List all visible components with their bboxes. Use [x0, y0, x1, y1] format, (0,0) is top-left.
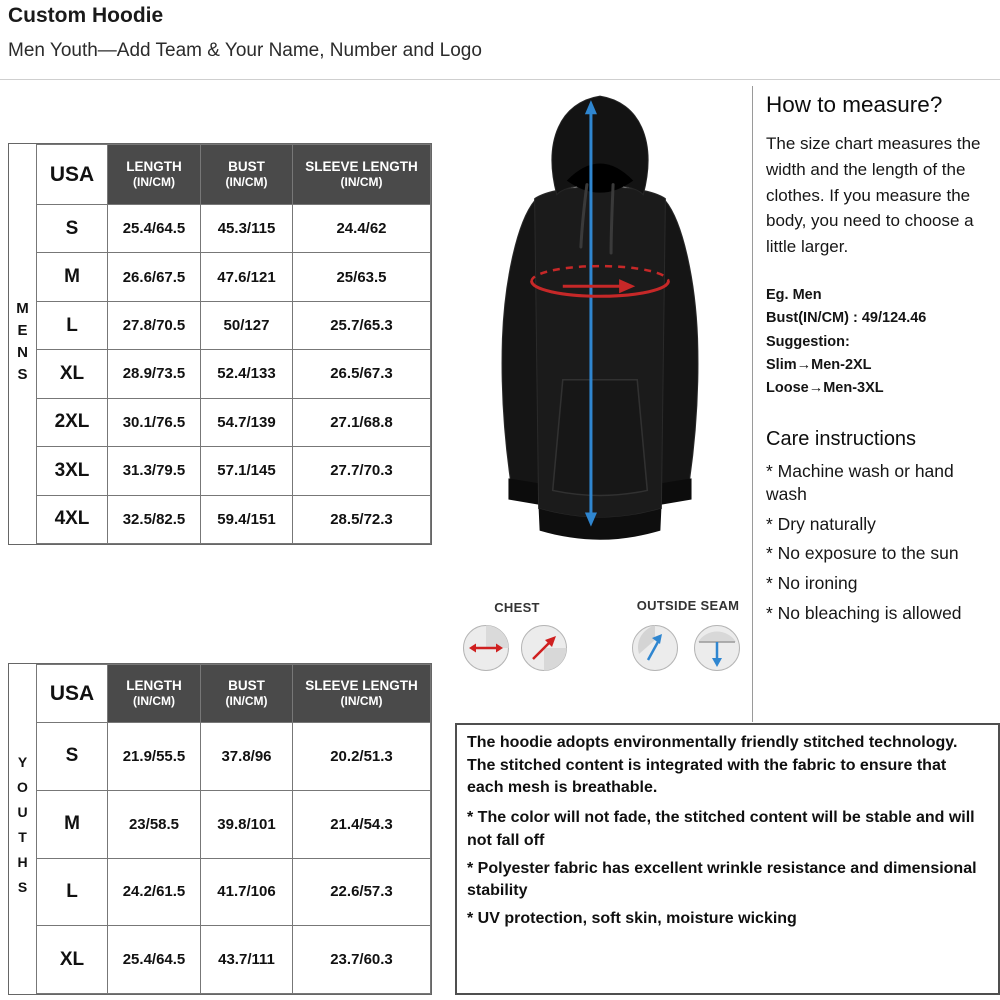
bust-cell: 57.1/145 — [201, 447, 293, 495]
youths-size-table — [8, 663, 432, 995]
size-cell: XL — [37, 926, 108, 994]
page-title: Custom Hoodie — [8, 4, 164, 27]
mens-length-header — [108, 145, 201, 205]
size-cell: M — [37, 253, 108, 301]
care-instructions-heading: Care instructions — [766, 428, 917, 451]
header-unit: (IN/CM) — [340, 694, 383, 709]
bust-cell: 41.7/106 — [201, 858, 293, 926]
table-row — [37, 447, 431, 495]
table-row — [37, 926, 431, 994]
hoodie-measure-diagram — [450, 82, 750, 587]
mens-bust-header — [201, 145, 293, 205]
size-cell: M — [37, 790, 108, 858]
size-cell: 2XL — [37, 398, 108, 446]
features-intro: The hoodie adopts environmentally friendly stitched technology. The stitched content is integrated with the fabric to ensure that each mesh is breathable. — [467, 734, 958, 797]
top-divider — [0, 79, 1000, 80]
hoodie-illustration — [502, 96, 698, 540]
care-item: * Machine wash or hand wash — [766, 461, 954, 504]
youths-size-grid — [36, 664, 431, 994]
seam-up-arrow-icon — [631, 624, 679, 672]
table-row — [37, 858, 431, 926]
measure-info-column — [766, 92, 994, 632]
outside-seam-label: OUTSIDE SEAM — [636, 598, 740, 613]
youths-sleeve-header — [293, 665, 431, 723]
header-label: BUST — [228, 158, 265, 174]
size-cell: 4XL — [37, 495, 108, 543]
table-row — [37, 253, 431, 301]
sleeve-cell: 21.4/54.3 — [293, 790, 431, 858]
seam-down-arrow-icon — [693, 624, 741, 672]
bust-cell: 47.6/121 — [201, 253, 293, 301]
care-item: * Dry naturally — [766, 513, 876, 534]
youths-bust-header — [201, 665, 293, 723]
page-subtitle: Men Youth—Add Team & Your Name, Number and Logo — [8, 40, 482, 61]
size-cell: S — [37, 205, 108, 253]
table-row — [37, 790, 431, 858]
sleeve-cell: 27.7/70.3 — [293, 447, 431, 495]
sleeve-cell: 27.1/68.8 — [293, 398, 431, 446]
mens-sleeve-header — [293, 145, 431, 205]
bust-cell: 52.4/133 — [201, 350, 293, 398]
header-unit: (IN/CM) — [340, 175, 383, 190]
bust-cell: 50/127 — [201, 301, 293, 349]
length-cell: 26.6/67.5 — [108, 253, 201, 301]
length-cell: 28.9/73.5 — [108, 350, 201, 398]
table-row — [37, 495, 431, 543]
youths-length-header — [108, 665, 201, 723]
bust-cell: 59.4/151 — [201, 495, 293, 543]
bust-cell: 45.3/115 — [201, 205, 293, 253]
bust-cell: 54.7/139 — [201, 398, 293, 446]
header-label: BUST — [228, 677, 265, 693]
example-line: Loose→Men-3XL — [766, 379, 884, 396]
feature-item: * Polyester fabric has excellent wrinkle resistance and dimensional stability — [467, 859, 977, 900]
example-line: Eg. Men — [766, 287, 822, 304]
example-line: Bust(IN/CM) : 49/124.46 — [766, 310, 927, 327]
care-instructions-list — [766, 460, 994, 625]
table-row — [37, 350, 431, 398]
chest-measure-icons — [462, 624, 568, 672]
header-unit: (IN/CM) — [225, 175, 268, 190]
sleeve-cell: 22.6/57.3 — [293, 858, 431, 926]
size-cell: 3XL — [37, 447, 108, 495]
mens-header-row — [37, 145, 431, 205]
bust-cell: 43.7/111 — [201, 926, 293, 994]
sleeve-cell: 20.2/51.3 — [293, 723, 431, 791]
care-item: * No exposure to the sun — [766, 543, 959, 564]
mens-usa-header: USA — [37, 145, 108, 205]
header-label: LENGTH — [126, 677, 182, 693]
sleeve-cell: 23.7/60.3 — [293, 926, 431, 994]
header-label: SLEEVE LENGTH — [305, 677, 418, 693]
length-cell: 30.1/76.5 — [108, 398, 201, 446]
how-to-measure-heading: How to measure? — [766, 92, 943, 117]
header-unit: (IN/CM) — [225, 694, 268, 709]
bust-cell: 37.8/96 — [201, 723, 293, 791]
seam-measure-icons — [631, 624, 741, 672]
mens-size-grid — [36, 144, 431, 544]
fabric-features-box — [455, 723, 1000, 995]
care-item: * No bleaching is allowed — [766, 602, 962, 623]
feature-item: * UV protection, soft skin, moisture wicking — [467, 910, 797, 928]
mens-size-table — [8, 143, 432, 545]
care-item: * No ironing — [766, 573, 858, 594]
length-cell: 23/58.5 — [108, 790, 201, 858]
length-cell: 31.3/79.5 — [108, 447, 201, 495]
header-label: SLEEVE LENGTH — [305, 158, 418, 174]
sleeve-cell: 24.4/62 — [293, 205, 431, 253]
length-cell: 25.4/64.5 — [108, 205, 201, 253]
sleeve-cell: 26.5/67.3 — [293, 350, 431, 398]
sleeve-cell: 28.5/72.3 — [293, 495, 431, 543]
chest-width-arrow-icon — [462, 624, 510, 672]
size-cell: XL — [37, 350, 108, 398]
size-cell: L — [37, 301, 108, 349]
chest-label: CHEST — [494, 600, 540, 615]
example-line: Suggestion: — [766, 333, 850, 350]
table-row — [37, 301, 431, 349]
vertical-divider — [752, 86, 753, 722]
size-cell: S — [37, 723, 108, 791]
header-unit: (IN/CM) — [133, 694, 175, 709]
bust-cell: 39.8/101 — [201, 790, 293, 858]
sleeve-cell: 25.7/65.3 — [293, 301, 431, 349]
chest-diagonal-arrow-icon — [520, 624, 568, 672]
example-line: Slim→Men-2XL — [766, 356, 872, 373]
length-cell: 32.5/82.5 — [108, 495, 201, 543]
feature-item: * The color will not fade, the stitched content will be stable and will not fall off — [467, 809, 975, 849]
size-suggestion-block — [766, 284, 994, 400]
size-cell: L — [37, 858, 108, 926]
youths-header-row — [37, 665, 431, 723]
header-unit: (IN/CM) — [133, 175, 175, 190]
length-cell: 21.9/55.5 — [108, 723, 201, 791]
sleeve-cell: 25/63.5 — [293, 253, 431, 301]
measure-description: The size chart measures the width and the length of the clothes. If you measure the body, you need to choose a little larger. — [766, 134, 981, 257]
youths-side-label: YOUTHS — [14, 754, 31, 904]
table-row — [37, 398, 431, 446]
header-label: LENGTH — [126, 158, 182, 174]
length-cell: 25.4/64.5 — [108, 926, 201, 994]
table-row — [37, 723, 431, 791]
youths-usa-header: USA — [37, 665, 108, 723]
length-cell: 27.8/70.5 — [108, 301, 201, 349]
length-cell: 24.2/61.5 — [108, 858, 201, 926]
table-row — [37, 205, 431, 253]
mens-side-label: MENS — [14, 300, 31, 388]
